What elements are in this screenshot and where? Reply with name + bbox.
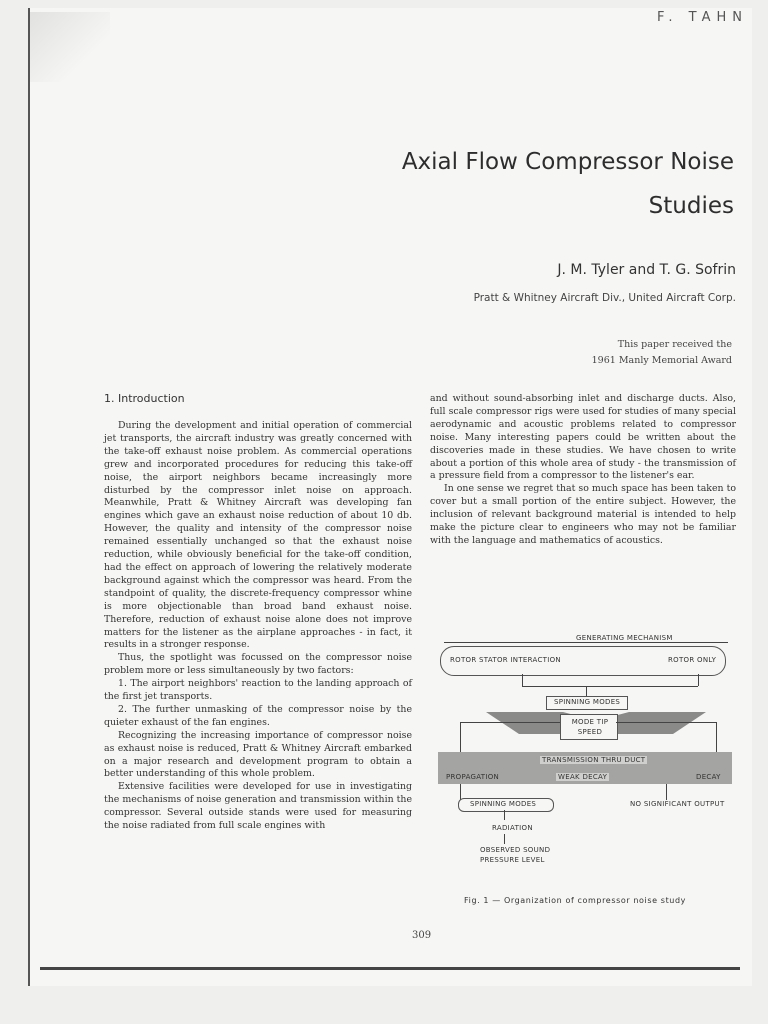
title-line-1: Axial Flow Compressor Noise	[401, 149, 734, 175]
label-mode-tip-speed: MODE TIP SPEED	[571, 718, 609, 736]
label-generating-mechanism: GENERATING MECHANISM	[576, 634, 673, 642]
label-pressure: PRESSURE LEVEL	[480, 856, 545, 864]
connector	[616, 722, 716, 723]
list-item: 1. The airport neighbors' reaction to the landing approach of the first jet transports.	[104, 678, 412, 703]
connector	[586, 686, 587, 696]
connector	[522, 686, 698, 687]
label-observed: OBSERVED SOUND	[480, 846, 551, 854]
bottom-rule	[40, 967, 740, 970]
connector	[504, 810, 505, 820]
award-line-1: This paper received the	[617, 339, 732, 350]
section-heading: 1. Introduction	[104, 392, 185, 405]
label-propagation: PROPAGATION	[446, 773, 500, 781]
label-no-output: NO SIGNIFICANT OUTPUT	[630, 800, 725, 808]
connector	[460, 722, 560, 723]
handwritten-note: F. TAHN	[657, 10, 748, 25]
label-radiation: RADIATION	[492, 824, 533, 832]
connector	[666, 784, 667, 800]
left-column	[104, 420, 412, 833]
paragraph: Extensive facilities were developed for use in investigating the mechanisms of noise generation and transmission within the compressor. Several outside stands were used for measuring the noise radiated from full scale engines with	[104, 781, 412, 832]
connector	[522, 674, 523, 686]
label-spinning-modes: SPINNING MODES	[554, 698, 621, 706]
figure-caption: Fig. 1 — Organization of compressor noise study	[464, 896, 686, 905]
figure-diagram	[436, 630, 736, 870]
affiliation: Pratt & Whitney Aircraft Div., United Aircraft Corp.	[473, 292, 736, 304]
label-spinning-modes-2: SPINNING MODES	[470, 800, 537, 808]
paper-title	[314, 140, 734, 228]
award-note	[532, 337, 732, 369]
torn-corner	[30, 12, 110, 82]
label-decay: DECAY	[696, 773, 721, 781]
connector	[716, 722, 717, 752]
paragraph: Thus, the spotlight was focussed on the compressor noise problem more or less simultaneously by two factors:	[104, 652, 412, 677]
page-number: 309	[412, 930, 432, 941]
label-weak-decay: WEAK DECAY	[558, 773, 608, 781]
connector	[460, 722, 461, 752]
generating-rule	[444, 642, 728, 643]
right-column	[430, 393, 736, 548]
label-rotor-only: ROTOR ONLY	[668, 656, 717, 664]
paragraph: and without sound-absorbing inlet and discharge ducts. Also, full scale compressor rigs were used for studies of many special aerodynamic and acoustic problems related to compressor noise. Many interesting papers could be written about the discoveries made in these studies. We have chosen to write about a portion of this whole area of study - the transmission of a pressure field from a compressor to the listener's ear.	[430, 393, 736, 482]
authors: J. M. Tyler and T. G. Sofrin	[557, 262, 736, 278]
connector	[504, 834, 505, 844]
award-line-2: 1961 Manly Memorial Award	[591, 355, 732, 366]
title-line-2: Studies	[648, 193, 734, 219]
paragraph: In one sense we regret that so much space has been taken to cover but a small portion of the entire subject. However, the inclusion of relevant background material is intended to help make the picture clear to engineers who may not be familiar with the language and mathematics of acoustics.	[430, 483, 736, 546]
paragraph: During the development and initial operation of commercial jet transports, the aircraft industry was greatly concerned with the take-off exhaust noise problem. As commercial operations grew and incorporated procedures for reducing this take-off noise, the airport neighbors became increasingly more disturbed by the compressor inlet noise on approach. Meanwhile, Pratt & Whitney Aircraft was developing fan engines which gave an exhaust noise reduction of about 10 db. However, the quality and intensity of the compressor noise remained essentially unchanged so that the exhaust noise reduction, while obviously beneficial for the take-off condition, had the effect on approach of lowering the relatively moderate background against which the compressor was heard. From the standpoint of quality, the discrete-frequency compressor whine is more objectionable than broad band exhaust noise. Therefore, reduction of exhaust noise alone does not improve matters for the listener as the airplane approaches - in fact, it results in a stronger response.	[104, 420, 412, 651]
label-rotor-stator: ROTOR STATOR INTERACTION	[450, 656, 561, 664]
list-item: 2. The further unmasking of the compressor noise by the quieter exhaust of the fan engines.	[104, 703, 412, 728]
label-transmission: TRANSMISSION THRU DUCT	[542, 756, 646, 764]
paragraph: Recognizing the increasing importance of compressor noise as exhaust noise is reduced, Pratt & Whitney Aircraft embarked on a major research and development program to obtain a better understanding of this whole problem.	[104, 729, 412, 780]
connector	[698, 674, 699, 686]
